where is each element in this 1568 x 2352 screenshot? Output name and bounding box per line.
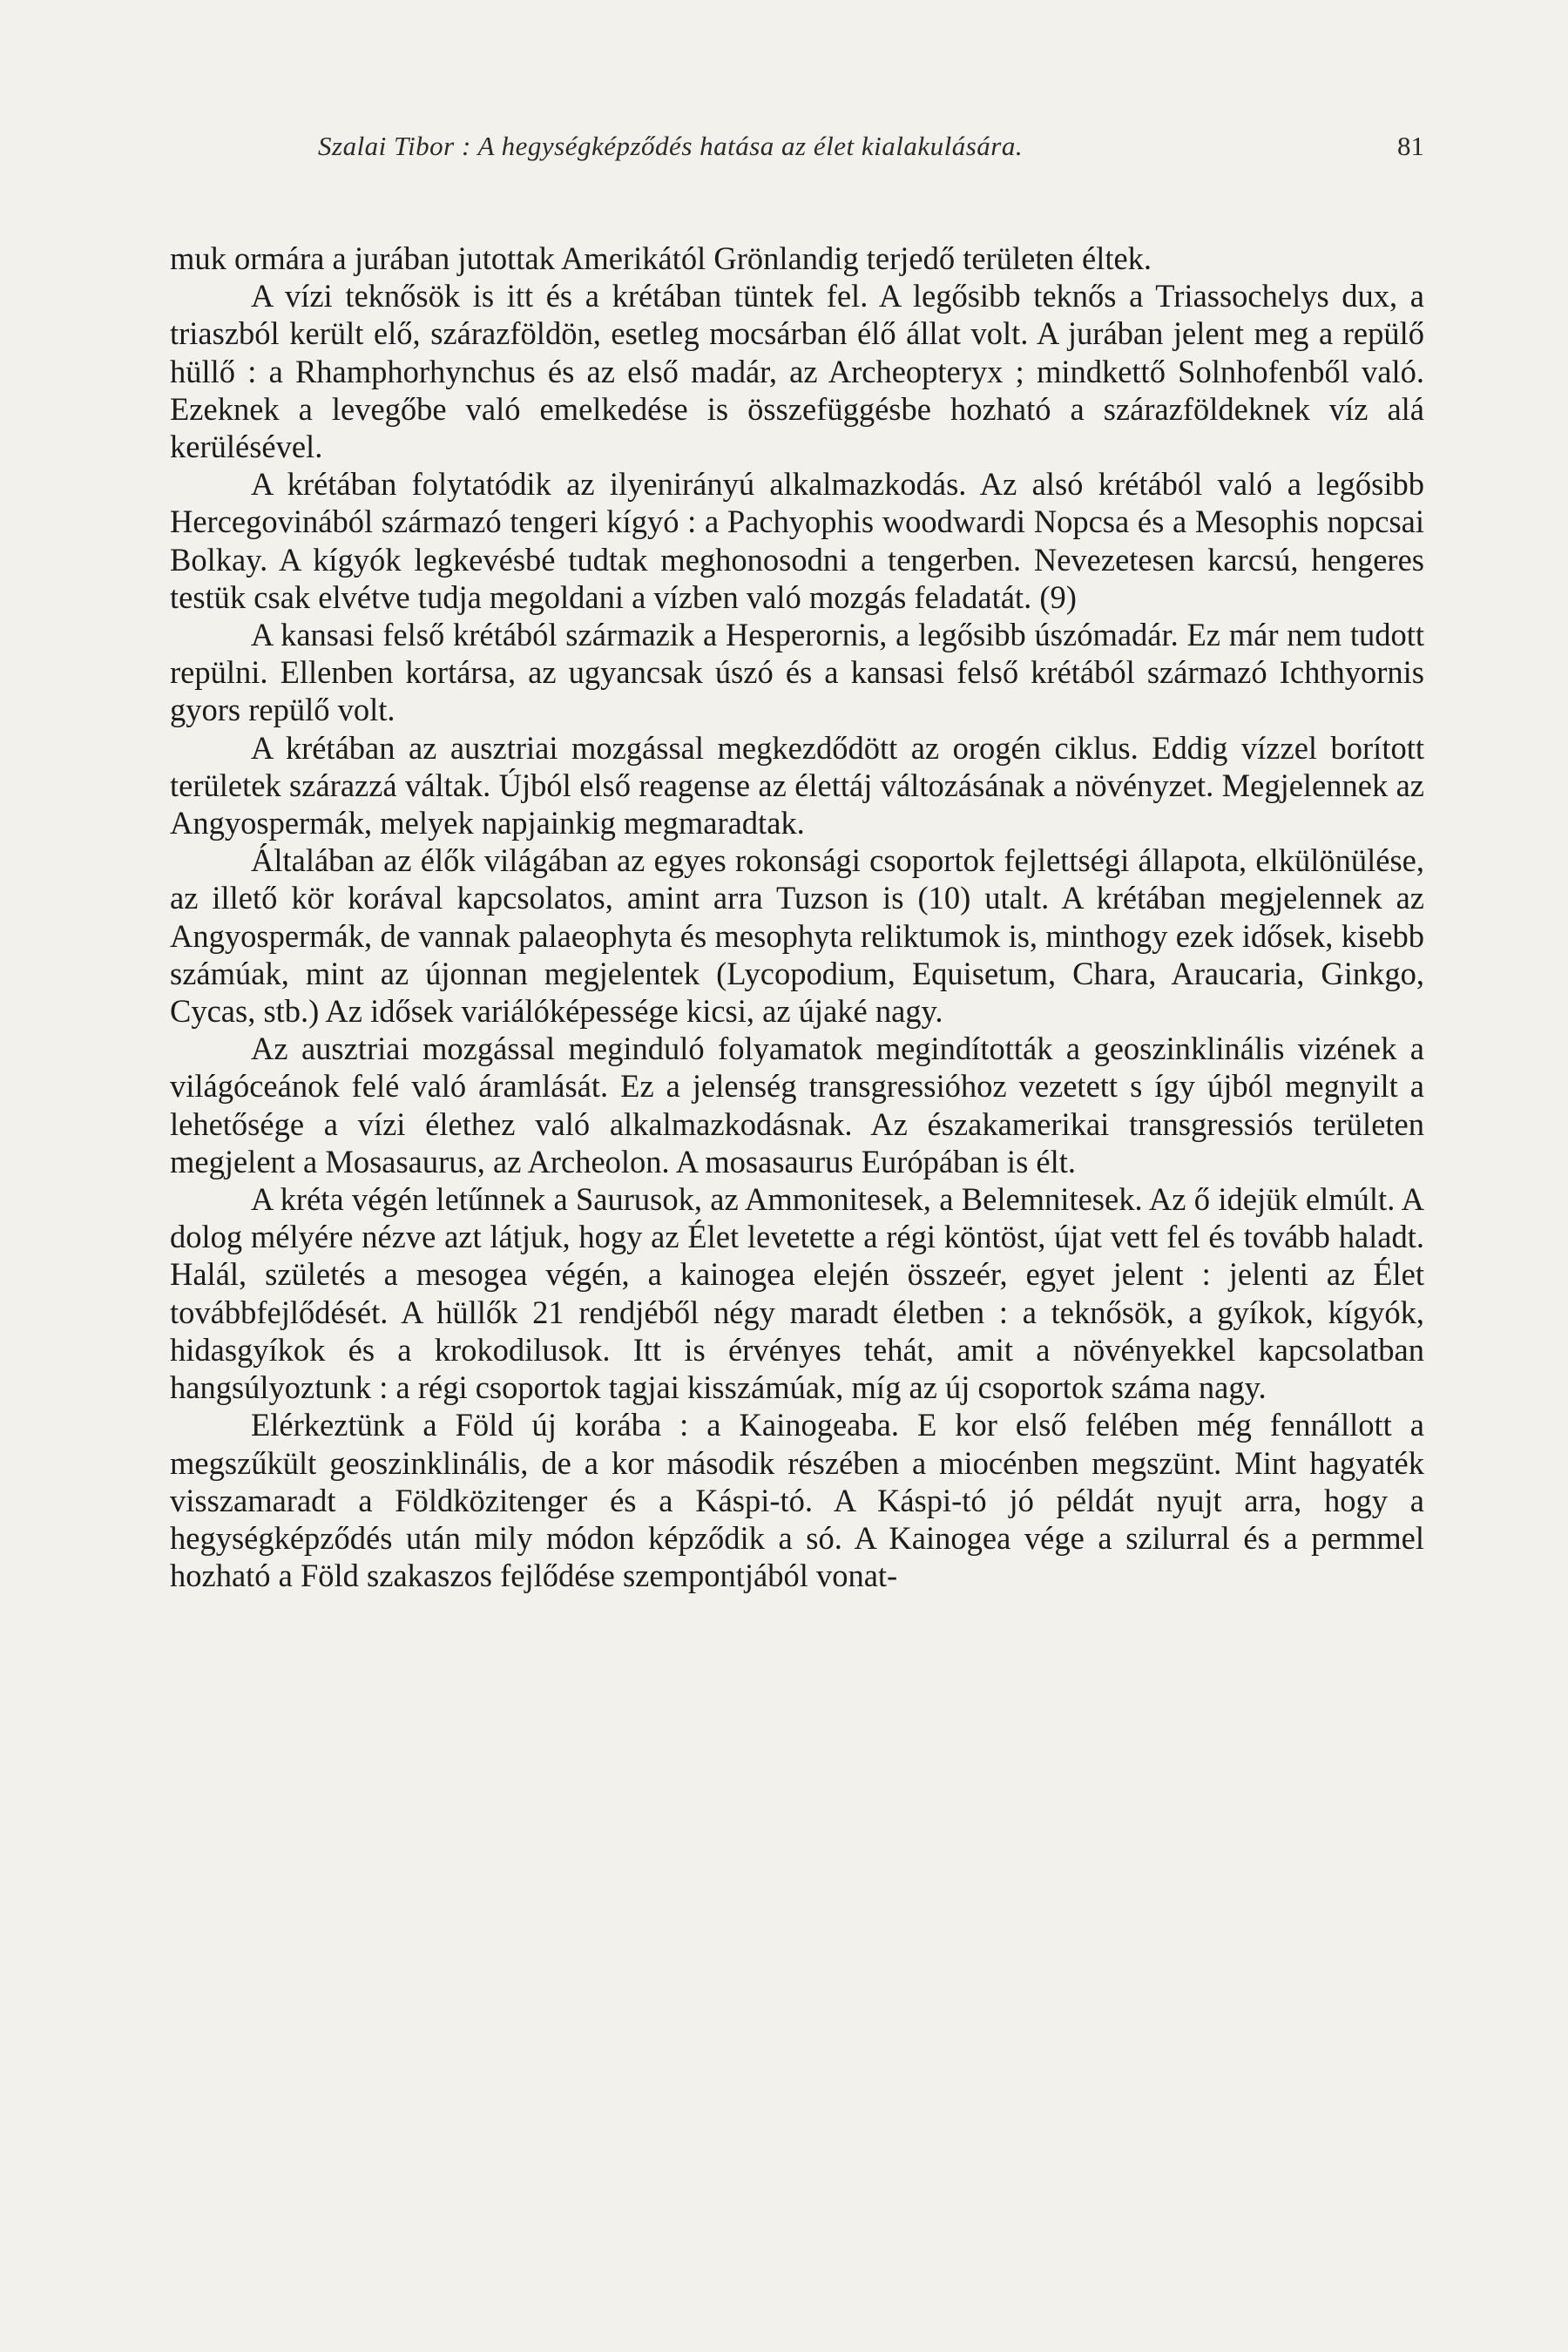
paragraph-2: A vízi teknősök is itt és a krétában tüntek fel. A legősibb teknős a Triassochelys dux, a triaszból került elő, szárazföldön, esetleg mocsárban élő állat volt. A jurában jelent meg a repülő hüllő : a Rhamphorhynchus és az első madár, az Archeopteryx ; mindkettő Solnhofenből való. Ezeknek a levegőbe való emelkedése is összefüggésbe hozható a szárazföldeknek víz alá kerülésével. bbox=[170, 278, 1424, 465]
paragraph-8: A kréta végén letűnnek a Saurusok, az Ammonitesek, a Belemnitesek. Az ő idejük elmúlt. A dolog mélyére nézve azt látjuk, hogy az Élet levetette a régi köntöst, újat vett fel és tovább haladt. Halál, születés a mesogea végén, a kainogea elején összeér, egyet jelent : jelenti az Élet továbbfejlődését. A hüllők 21 rendjéből négy maradt életben : a teknősök, a gyíkok, kígyók, hidasgyíkok és a krokodilusok. Itt is érvényes tehát, amit a növényekkel kapcsolatban hangsúlyoztunk : a régi csoportok tagjai kisszámúak, míg az új csoportok száma nagy. bbox=[170, 1181, 1424, 1406]
running-header bbox=[170, 131, 1424, 171]
paragraph-9: Elérkeztünk a Föld új korába : a Kainogeaba. E kor első felében még fennállott a megszűkült geoszinklinális, de a kor második részében a miocénben megszünt. Mint hagyaték visszamaradt a Földközitenger és a Káspi-tó. A Káspi-tó jó példát nyujt arra, hogy a hegységképződés után mily módon képződik a só. A Kainogea vége a szilurral és a permmel hozható a Föld szakaszos fejlődése szempontjából vonat- bbox=[170, 1407, 1424, 1594]
paragraph-6: Általában az élők világában az egyes rokonsági csoportok fejlettségi állapota, elkülönülése, az illető kör korával kapcsolatos, amint arra Tuzson is (10) utalt. A krétában megjelennek az Angyospermák, de vannak palaeophyta és mesophyta reliktumok is, minthogy ezek idősek, kisebb számúak, mint az újonnan megjelentek (Lycopodium, Equisetum, Chara, Araucaria, Ginkgo, Cycas, stb.) Az idősek variálóképessége kicsi, az újaké nagy. bbox=[170, 842, 1424, 1030]
header-title: Szalai Tibor : A hegységképződés hatása az élet kialakulására. bbox=[318, 131, 1024, 161]
paragraph-7: Az ausztriai mozgással meginduló folyamatok megindították a geoszinklinális vizének a világóceánok felé való áramlását. Ez a jelenség transgressióhoz vezetett s így újból megnyilt a lehetősége a vízi élethez való alkalmazkodásnak. Az északamerikai transgressiós területen megjelent a Mosasaurus, az Archeolon. A mosasaurus Európában is élt. bbox=[170, 1031, 1424, 1179]
paragraph-5: A krétában az ausztriai mozgással megkezdődött az orogén ciklus. Eddig vízzel borított területek szárazzá váltak. Újból első reagense az élettáj változásának a növényzet. Megjelennek az Angyospermák, melyek napjainkig megmaradtak. bbox=[170, 729, 1424, 841]
page-number: 81 bbox=[1397, 131, 1424, 161]
main-text bbox=[170, 240, 1424, 1594]
paragraph-1: muk ormára a jurában jutottak Amerikától Grönlandig terjedő területen éltek. bbox=[170, 240, 1152, 276]
paragraph-4: A kansasi felső krétából származik a Hesperornis, a legősibb úszómadár. Ez már nem tudott repülni. Ellenben kortársa, az ugyancsak úszó és a kansasi felső krétából származó Ichthyornis gyors repülő volt. bbox=[170, 617, 1424, 728]
paragraph-3: A krétában folytatódik az ilyenirányú alkalmazkodás. Az alsó krétából való a legősibb Hercegovinából származó tengeri kígyó : a Pachyophis woodwardi Nopcsa és a Mesophis nopcsai Bolkay. A kígyók legkevésbé tudtak meghonosodni a tengerben. Nevezetesen karcsú, hengeres testük csak elvétve tudja megoldani a vízben való mozgás feladatát. (9) bbox=[170, 466, 1424, 615]
